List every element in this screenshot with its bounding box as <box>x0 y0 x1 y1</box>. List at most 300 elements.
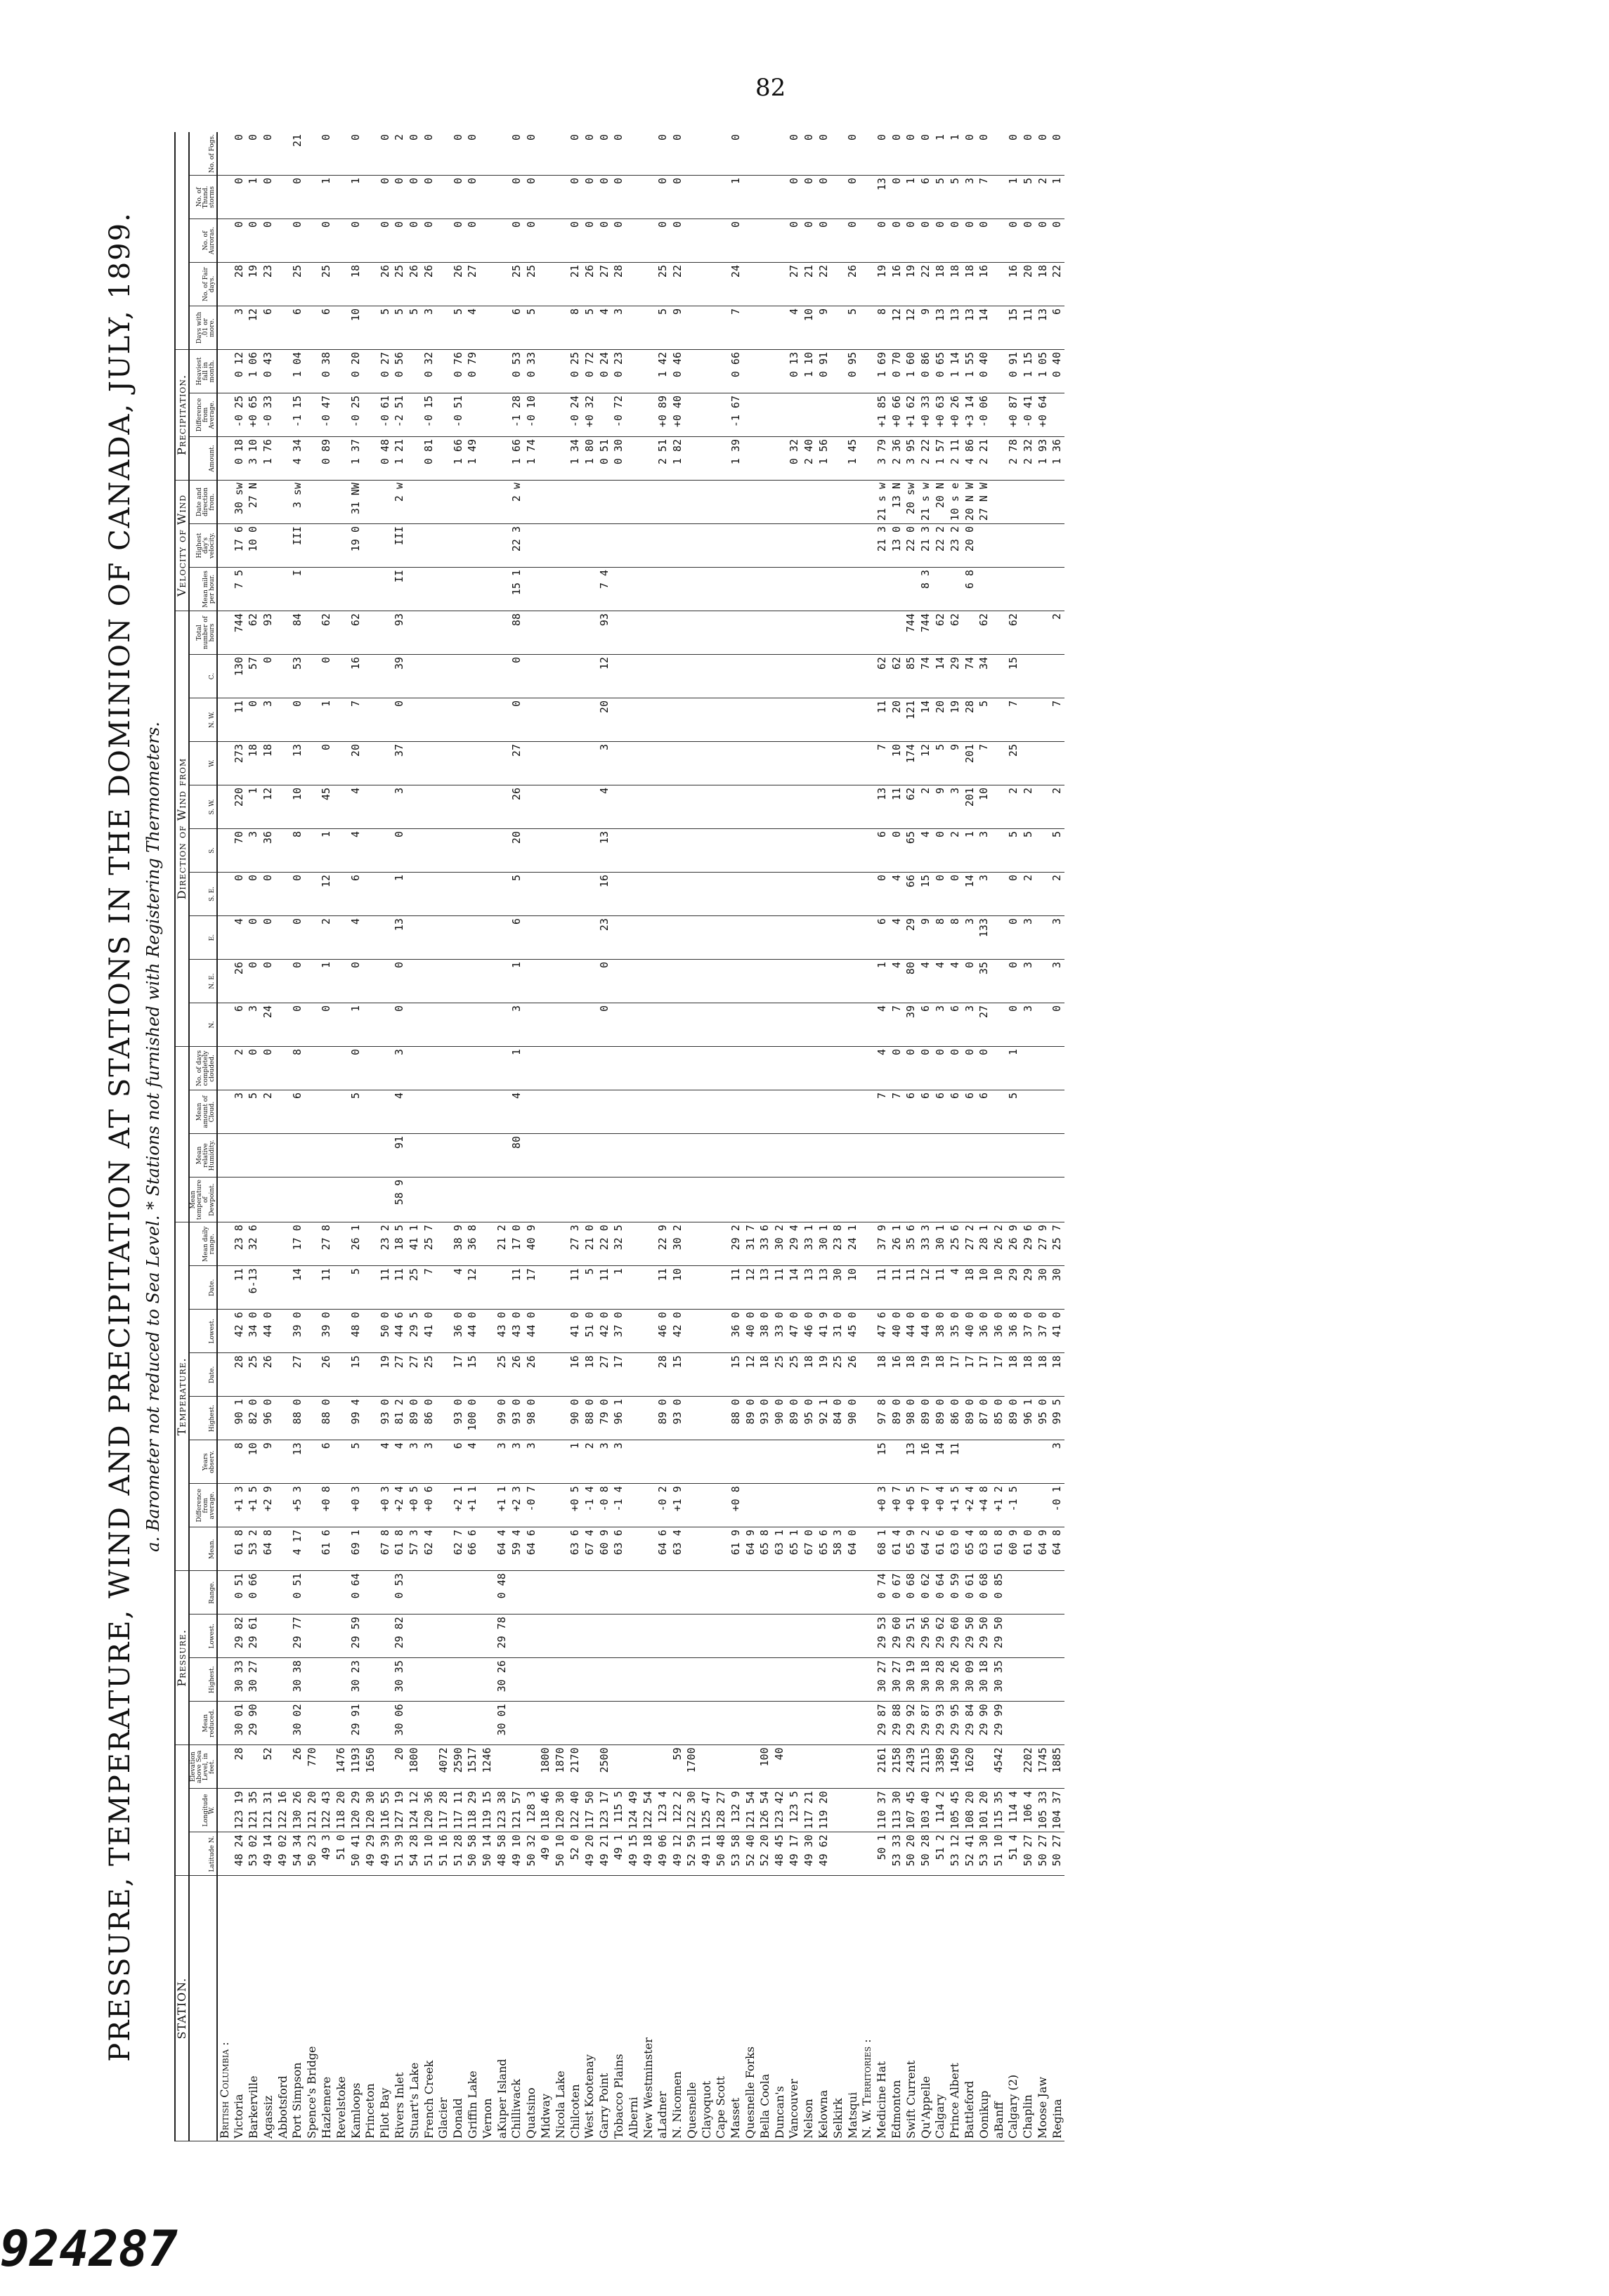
table-cell: 62 <box>904 785 918 829</box>
table-cell <box>495 176 509 219</box>
table-cell <box>275 481 290 524</box>
table-cell: 0 53 <box>393 1571 408 1615</box>
table-cell: 1 55 <box>963 350 977 393</box>
table-cell: 1 <box>1050 176 1064 219</box>
table-cell: 1 <box>509 1047 524 1090</box>
table-cell: +0 32 <box>582 393 597 437</box>
table-cell: 7 <box>1006 698 1021 742</box>
table-cell: 4 17 <box>290 1527 305 1571</box>
table-cell <box>436 1310 451 1353</box>
table-cell: +2 4 <box>963 1484 977 1527</box>
table-cell: 0 <box>261 176 275 219</box>
table-cell: 119 15 <box>480 1789 495 1832</box>
table-cell <box>714 1658 729 1702</box>
table-cell <box>1036 960 1050 1003</box>
table-cell <box>334 1353 348 1397</box>
table-cell <box>772 1178 787 1222</box>
table-cell: 12 <box>918 1266 933 1310</box>
table-cell <box>363 1222 378 1266</box>
table-cell <box>334 611 348 655</box>
table-cell <box>830 393 845 437</box>
table-cell: 4 <box>890 873 904 916</box>
table-cell: 29 93 <box>933 1702 948 1745</box>
table-cell: +0 5 <box>568 1484 582 1527</box>
table-cell: 3 <box>977 829 991 873</box>
table-cell <box>480 393 495 437</box>
table-cell <box>641 1047 656 1090</box>
table-cell <box>1050 655 1064 698</box>
table-cell <box>772 1047 787 1090</box>
table-cell: 51 39 <box>393 1832 408 1876</box>
table-cell <box>320 1658 334 1702</box>
table-cell <box>597 1178 612 1222</box>
table-cell: 65 8 <box>757 1527 772 1571</box>
table-cell: 0 <box>787 176 802 219</box>
table-cell <box>991 1047 1006 1090</box>
table-cell: 48 0 <box>348 1310 363 1353</box>
table-cell <box>378 916 393 960</box>
table-cell: 2500 <box>597 1745 612 1789</box>
table-cell <box>612 1702 627 1745</box>
table-row <box>568 132 582 2141</box>
table-cell <box>816 524 831 568</box>
table-cell: 5 <box>656 306 670 350</box>
column-header: Years observ. <box>189 1440 217 1484</box>
table-cell <box>466 698 481 742</box>
table-cell <box>685 1310 700 1353</box>
table-cell: 49 10 <box>509 1832 524 1876</box>
table-cell: 96 1 <box>1021 1397 1036 1440</box>
table-cell: 0 <box>1050 219 1064 263</box>
table-cell: 20 <box>1021 263 1036 306</box>
table-cell <box>890 1134 904 1178</box>
table-cell: 5 <box>509 873 524 916</box>
table-cell <box>275 1397 290 1440</box>
table-cell: 31 NW <box>348 481 363 524</box>
table-cell <box>582 916 597 960</box>
table-cell <box>217 1397 232 1440</box>
table-cell: 26 <box>509 785 524 829</box>
table-cell: 4 <box>232 916 247 960</box>
rotated-table-sheet <box>104 34 1537 2141</box>
table-cell: 64 0 <box>845 1527 860 1571</box>
table-cell <box>641 916 656 960</box>
table-cell: 9 <box>261 1440 275 1484</box>
table-cell: 5 <box>1006 1090 1021 1134</box>
table-row <box>612 132 627 2141</box>
table-cell <box>568 611 582 655</box>
table-cell <box>217 1003 232 1047</box>
station-name: Moose Jaw <box>1036 1876 1050 2141</box>
table-cell: 61 8 <box>991 1527 1006 1571</box>
table-cell: 53 33 <box>890 1832 904 1876</box>
table-cell: 0 <box>1036 219 1050 263</box>
table-cell: 0 <box>1006 132 1021 176</box>
table-cell: 26 2 <box>991 1222 1006 1266</box>
table-cell <box>816 1134 831 1178</box>
station-name: Masset <box>729 1876 743 2141</box>
table-cell <box>582 1745 597 1789</box>
table-cell: 3 10 <box>247 437 261 481</box>
table-cell <box>933 568 948 611</box>
table-cell <box>626 611 641 655</box>
table-cell: 0 <box>466 132 481 176</box>
table-cell <box>612 742 627 785</box>
table-cell <box>495 1003 509 1047</box>
table-cell <box>407 655 422 698</box>
column-header-row <box>189 132 217 2141</box>
table-cell: 2 <box>1006 785 1021 829</box>
table-cell: 2 w <box>509 481 524 524</box>
table-cell <box>217 1134 232 1178</box>
table-cell <box>436 1702 451 1745</box>
table-cell: 11 <box>875 698 890 742</box>
table-cell <box>772 306 787 350</box>
table-cell <box>802 1178 816 1222</box>
table-cell <box>466 1003 481 1047</box>
table-cell <box>539 132 554 176</box>
table-cell <box>641 1134 656 1178</box>
table-cell <box>275 1003 290 1047</box>
table-cell: 96 1 <box>612 1397 627 1440</box>
table-cell <box>466 611 481 655</box>
table-cell: 27 2 <box>963 1222 977 1266</box>
column-header: Heaviest fall in month. <box>189 350 217 393</box>
table-cell <box>860 393 875 437</box>
table-row <box>685 132 700 2141</box>
table-cell <box>407 916 422 960</box>
table-cell: 0 <box>261 132 275 176</box>
table-cell <box>977 1440 991 1484</box>
table-cell <box>714 698 729 742</box>
table-cell: 0 <box>247 916 261 960</box>
station-name: Midway <box>539 1876 554 2141</box>
table-cell: 0 <box>816 176 831 219</box>
table-cell <box>363 524 378 568</box>
table-cell: 29 51 <box>904 1615 918 1658</box>
table-cell: -0 41 <box>1021 393 1036 437</box>
table-cell <box>714 1745 729 1789</box>
table-cell: 19 <box>904 263 918 306</box>
table-cell <box>685 611 700 655</box>
pressure-group-header: Pressure. <box>175 1571 189 1745</box>
group-header-row <box>175 132 189 2141</box>
table-cell <box>860 916 875 960</box>
table-cell <box>641 1745 656 1789</box>
table-cell <box>363 1484 378 1527</box>
table-cell <box>1050 1615 1064 1658</box>
table-cell: 13 <box>597 829 612 873</box>
table-cell <box>568 1090 582 1134</box>
table-cell: -0 61 <box>378 393 393 437</box>
table-cell <box>626 350 641 393</box>
table-cell <box>334 176 348 219</box>
table-cell: 62 7 <box>451 1527 466 1571</box>
table-cell: 29 50 <box>963 1615 977 1658</box>
table-cell <box>714 306 729 350</box>
table-cell <box>626 1615 641 1658</box>
table-cell <box>787 873 802 916</box>
table-cell: 273 <box>232 742 247 785</box>
table-cell <box>1021 611 1036 655</box>
table-cell: 22 <box>816 263 831 306</box>
table-cell: 23 2 <box>378 1222 393 1266</box>
table-cell <box>217 263 232 306</box>
table-cell: 21 <box>568 263 582 306</box>
table-cell <box>422 1658 436 1702</box>
station-name: Bella Coola <box>757 1876 772 2141</box>
column-header: Difference from Average. <box>189 393 217 437</box>
table-cell: +0 26 <box>948 393 963 437</box>
table-cell <box>275 742 290 785</box>
table-cell: 44 0 <box>466 1310 481 1353</box>
table-cell <box>334 655 348 698</box>
table-cell: 10 <box>348 306 363 350</box>
table-cell: 27 N <box>247 481 261 524</box>
table-cell <box>451 1658 466 1702</box>
table-cell: 0 13 <box>787 350 802 393</box>
table-cell <box>217 524 232 568</box>
table-cell: 35 <box>977 960 991 1003</box>
table-cell: 12 <box>466 1266 481 1310</box>
table-cell <box>699 1745 714 1789</box>
table-cell <box>217 1702 232 1745</box>
table-cell <box>890 568 904 611</box>
table-cell: 7 <box>977 176 991 219</box>
table-cell <box>626 829 641 873</box>
table-cell: 54 28 <box>407 1832 422 1876</box>
table-cell <box>480 1397 495 1440</box>
table-cell <box>480 524 495 568</box>
table-cell: 0 24 <box>597 350 612 393</box>
table-cell <box>217 306 232 350</box>
table-cell: 50 10 <box>553 1832 568 1876</box>
column-header: Mean reduced. <box>189 1702 217 1745</box>
table-cell <box>830 611 845 655</box>
table-cell <box>422 1615 436 1658</box>
table-cell <box>1050 568 1064 611</box>
table-cell <box>436 437 451 481</box>
table-cell: 5 <box>582 1266 597 1310</box>
table-cell: 2 <box>393 132 408 176</box>
table-cell <box>787 1571 802 1615</box>
table-cell: 27 <box>466 263 481 306</box>
table-cell <box>495 916 509 960</box>
table-cell <box>612 524 627 568</box>
table-cell: 0 51 <box>290 1571 305 1615</box>
table-cell: 22 9 <box>656 1222 670 1266</box>
table-cell: 49 1 <box>612 1832 627 1876</box>
table-cell: -0 8 <box>597 1484 612 1527</box>
table-cell <box>830 1090 845 1134</box>
table-cell: 5 <box>348 1266 363 1310</box>
table-cell: 93 0 <box>670 1397 685 1440</box>
table-cell: 81 2 <box>393 1397 408 1440</box>
table-cell <box>714 1615 729 1658</box>
table-cell: 46 0 <box>656 1310 670 1353</box>
table-cell <box>422 611 436 655</box>
table-cell <box>539 568 554 611</box>
table-cell: 7 <box>977 742 991 785</box>
table-cell <box>378 698 393 742</box>
table-cell <box>582 524 597 568</box>
table-cell: 10 s e <box>948 481 963 524</box>
table-cell: 3 <box>422 306 436 350</box>
table-cell: 25 <box>393 263 408 306</box>
table-cell <box>787 916 802 960</box>
table-cell <box>217 960 232 1003</box>
table-cell: 62 <box>320 611 334 655</box>
table-cell: 14 <box>290 1266 305 1310</box>
table-cell <box>626 873 641 916</box>
table-cell <box>582 568 597 611</box>
table-cell <box>217 1832 232 1876</box>
table-cell: 13 <box>1036 306 1050 350</box>
table-cell <box>685 132 700 176</box>
table-cell <box>553 1397 568 1440</box>
table-cell: 17 6 <box>232 524 247 568</box>
table-cell: 3 79 <box>875 437 890 481</box>
table-cell: 21 2 <box>495 1222 509 1266</box>
table-cell: 53 58 <box>729 1832 743 1876</box>
table-cell <box>334 568 348 611</box>
table-cell: 122 54 <box>641 1789 656 1832</box>
table-cell: 3 <box>393 1047 408 1090</box>
table-cell: 1 <box>948 132 963 176</box>
table-cell: 51 4 <box>1006 1832 1021 1876</box>
table-cell <box>275 1745 290 1789</box>
table-cell <box>816 1745 831 1789</box>
table-cell <box>757 1134 772 1178</box>
table-cell: -0 51 <box>451 393 466 437</box>
table-cell: 118 46 <box>539 1789 554 1832</box>
table-cell: -0 06 <box>977 393 991 437</box>
table-cell: 93 0 <box>757 1397 772 1440</box>
table-cell: 17 <box>977 1353 991 1397</box>
table-cell: 20 <box>348 742 363 785</box>
table-cell: 33 3 <box>918 1222 933 1266</box>
table-cell <box>656 1658 670 1702</box>
table-cell: 0 <box>612 132 627 176</box>
table-cell <box>729 1571 743 1615</box>
table-cell <box>305 655 320 698</box>
table-cell <box>305 1003 320 1047</box>
table-cell: 0 43 <box>261 350 275 393</box>
table-cell: 50 41 <box>348 1832 363 1876</box>
table-cell: 1 <box>729 176 743 219</box>
table-cell <box>436 1003 451 1047</box>
table-cell <box>524 481 539 524</box>
table-cell <box>612 916 627 960</box>
table-cell: 1517 <box>466 1745 481 1789</box>
table-cell: 115 5 <box>612 1789 627 1832</box>
table-cell: 0 <box>393 219 408 263</box>
table-cell: 5 <box>582 306 597 350</box>
table-cell <box>436 350 451 393</box>
table-cell <box>991 350 1006 393</box>
table-cell: 93 <box>393 611 408 655</box>
table-cell: 14 <box>933 655 948 698</box>
table-cell: 2158 <box>890 1745 904 1789</box>
table-cell: 95 0 <box>802 1397 816 1440</box>
table-cell <box>670 742 685 785</box>
table-cell <box>772 132 787 176</box>
table-cell: 48 58 <box>495 1832 509 1876</box>
table-cell <box>612 1047 627 1090</box>
table-cell <box>743 481 758 524</box>
station-name: Medicine Hat <box>875 1876 890 2141</box>
table-cell <box>305 1484 320 1527</box>
table-cell <box>582 742 597 785</box>
table-cell: 11 <box>875 1266 890 1310</box>
table-cell <box>830 568 845 611</box>
table-cell <box>729 524 743 568</box>
station-name: aLadner <box>656 1876 670 2141</box>
table-cell <box>363 611 378 655</box>
table-cell: 20 <box>393 1745 408 1789</box>
column-header: Date. <box>189 1266 217 1310</box>
table-cell: 69 1 <box>348 1527 363 1571</box>
table-cell: 19 <box>816 1353 831 1397</box>
table-cell <box>480 742 495 785</box>
table-cell <box>1050 393 1064 437</box>
column-header: S. W. <box>189 785 217 829</box>
table-cell <box>626 568 641 611</box>
column-header: N. <box>189 1003 217 1047</box>
table-cell <box>539 1397 554 1440</box>
table-cell <box>553 1222 568 1266</box>
table-cell <box>641 1353 656 1397</box>
table-cell: 0 65 <box>933 350 948 393</box>
table-cell: 2 <box>948 829 963 873</box>
table-cell: 61 4 <box>890 1527 904 1571</box>
table-cell: 84 <box>290 611 305 655</box>
table-cell: 0 <box>802 176 816 219</box>
table-cell: 28 <box>963 698 977 742</box>
table-cell <box>1006 1571 1021 1615</box>
table-cell: 13 <box>393 916 408 960</box>
table-cell <box>1006 1702 1021 1745</box>
column-header: N. W. <box>189 698 217 742</box>
table-cell: +0 63 <box>933 393 948 437</box>
table-cell: 16 <box>348 655 363 698</box>
table-cell: 4 <box>393 1090 408 1134</box>
table-cell <box>860 1702 875 1745</box>
table-cell: 33 6 <box>757 1222 772 1266</box>
table-cell: -0 33 <box>261 393 275 437</box>
station-name: Stuart's Lake <box>407 1876 422 2141</box>
table-cell: 65 <box>904 829 918 873</box>
table-cell <box>275 1440 290 1484</box>
table-cell: +0 40 <box>670 393 685 437</box>
table-row <box>305 132 320 2141</box>
table-row <box>641 132 656 2141</box>
table-cell <box>597 481 612 524</box>
table-cell: 1 56 <box>816 437 831 481</box>
table-cell: 29 <box>904 916 918 960</box>
table-cell: 93 0 <box>451 1397 466 1440</box>
table-cell <box>757 1047 772 1090</box>
table-cell <box>714 132 729 176</box>
table-cell: 4 <box>918 960 933 1003</box>
table-cell: 25 6 <box>948 1222 963 1266</box>
table-cell <box>743 698 758 742</box>
table-cell <box>553 1178 568 1222</box>
table-cell <box>685 524 700 568</box>
table-cell: 3 <box>232 1090 247 1134</box>
table-cell <box>407 1658 422 1702</box>
table-cell <box>407 873 422 916</box>
